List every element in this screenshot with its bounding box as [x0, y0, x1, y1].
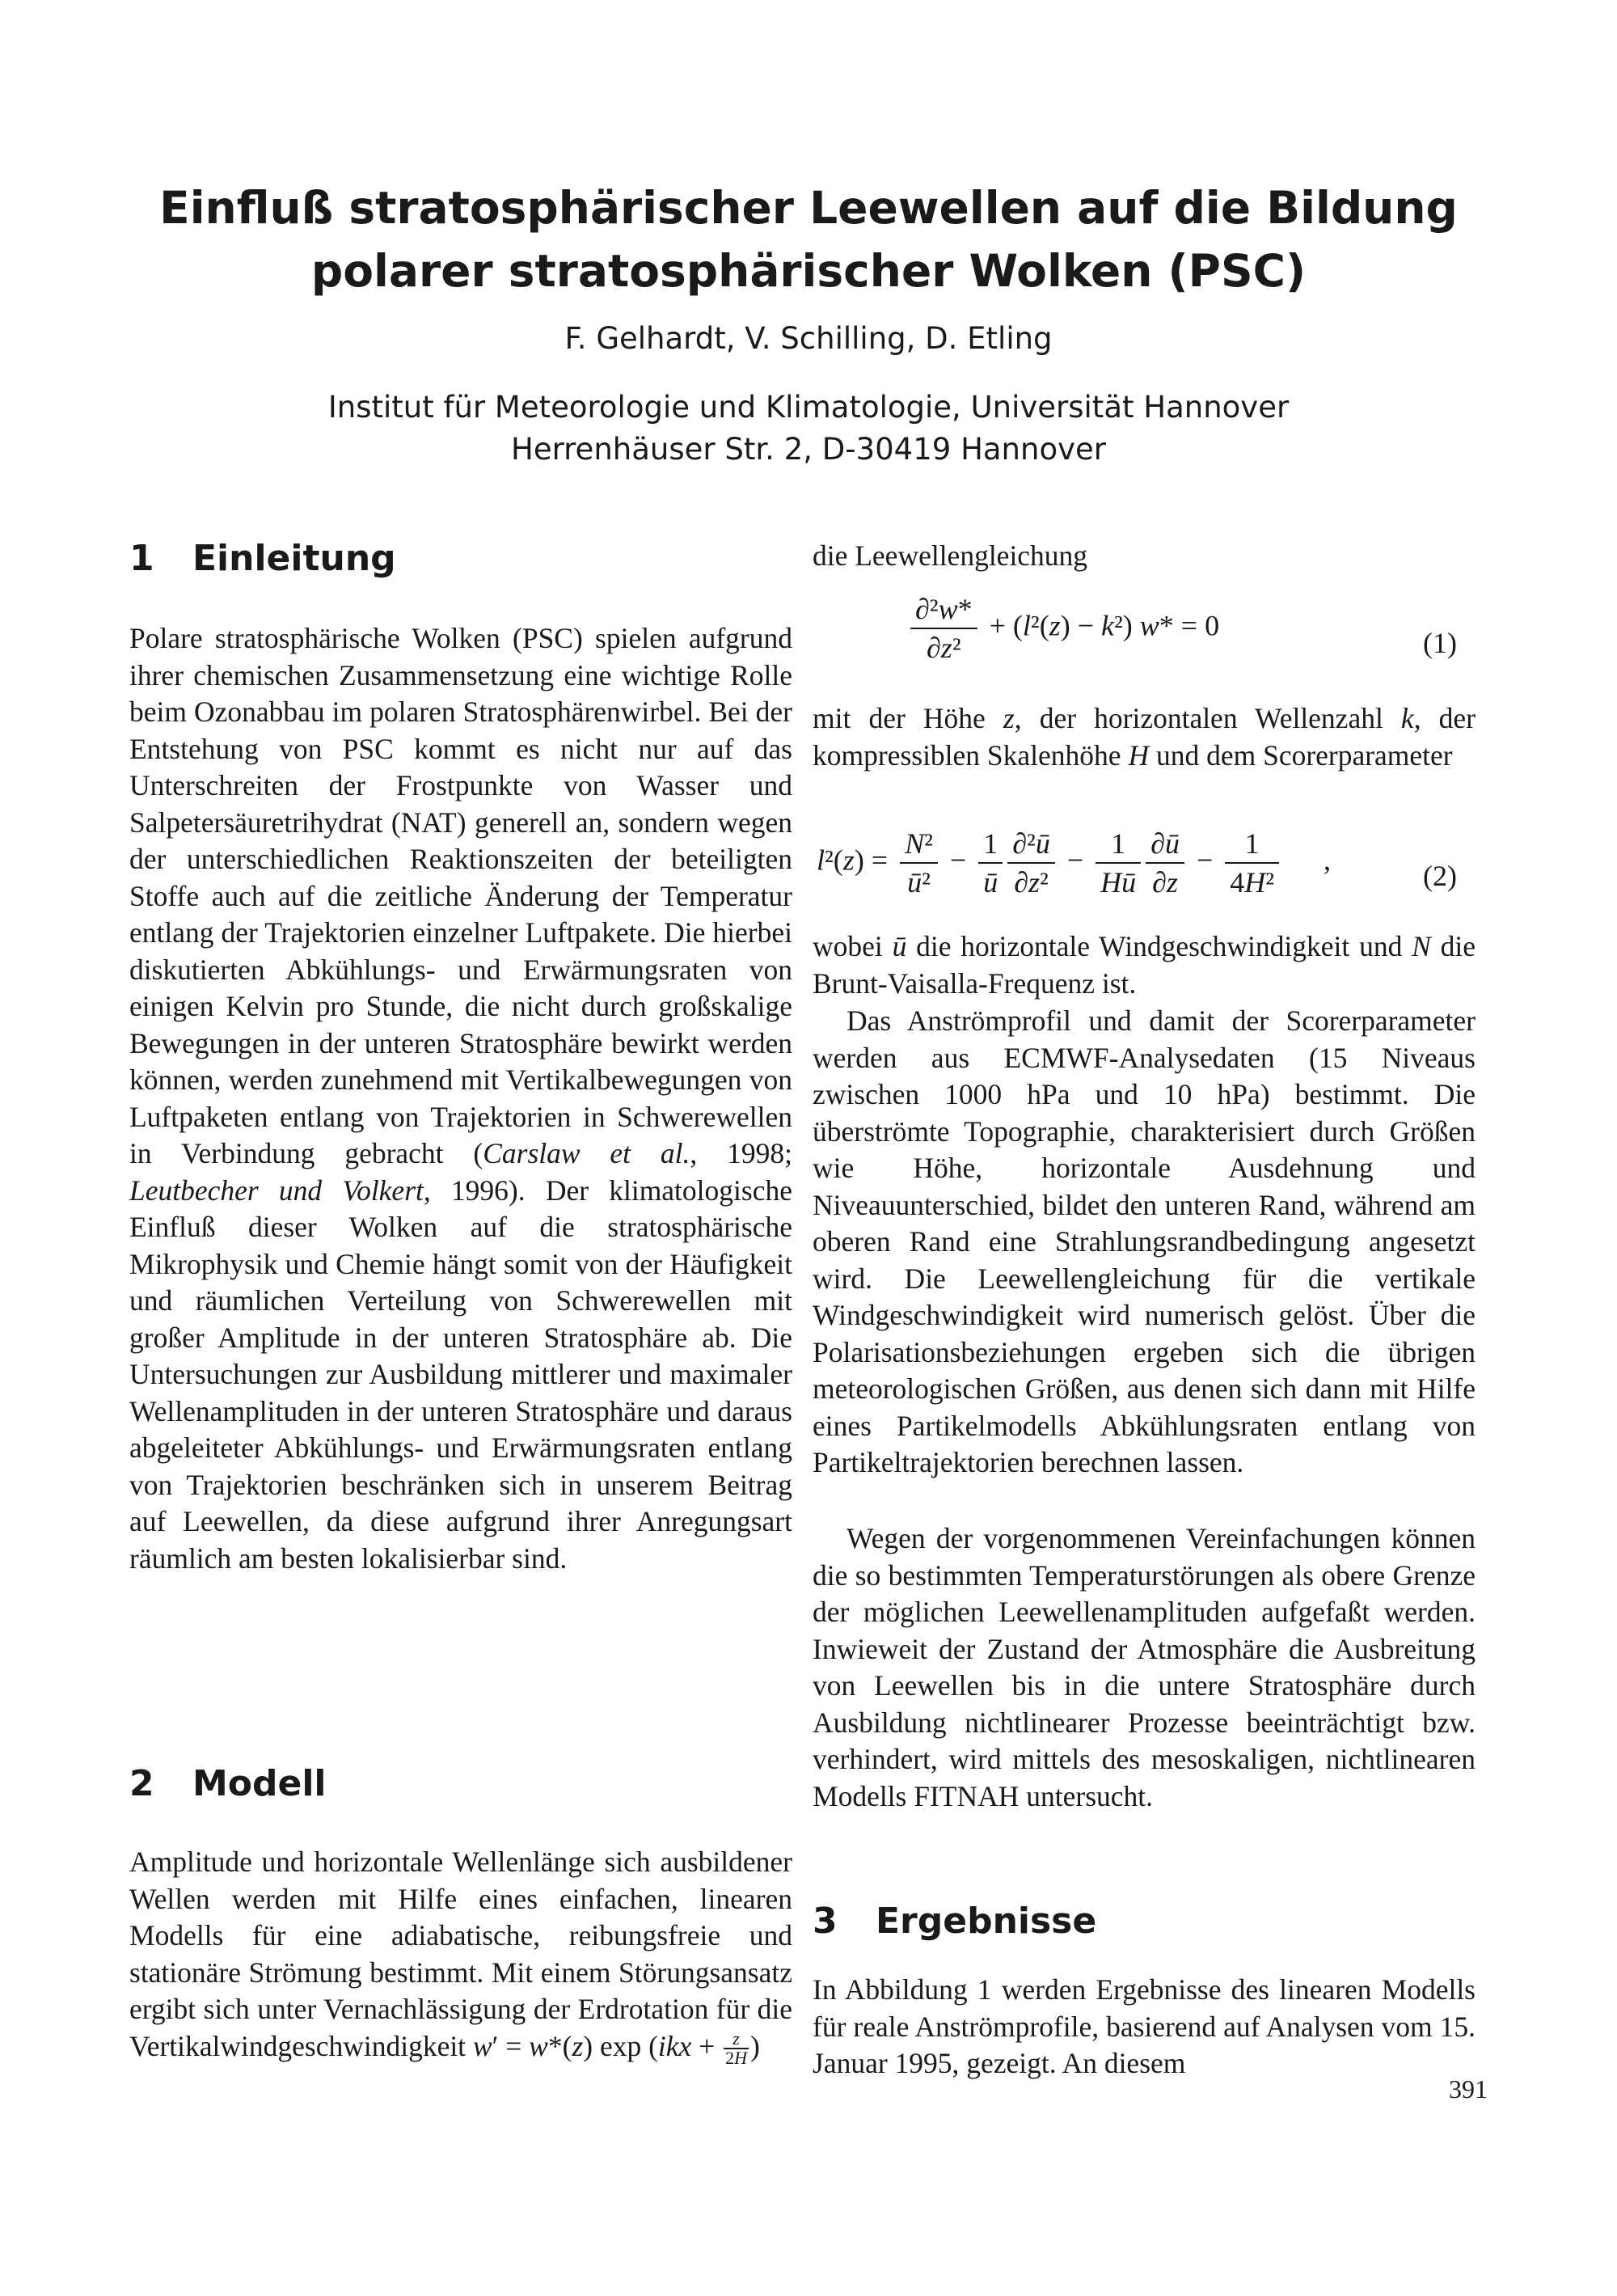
equation-1-number: (1) [1423, 627, 1457, 659]
section-number: 1 [129, 538, 154, 579]
model-text: Amplitude und horizontale Wellenlänge sich ausbildener Wellen werden mit Hilfe eines einfachen, linearen Modells für eine adiabatische, reibungsfreie und stationäre Strömung bestimmt. Mit einem Störungsansatz ergibt sich unter Vernachlässigung der Erdrotation für die Vertikalwindgeschwindigkeit [129, 1846, 792, 2062]
equation-2-number: (2) [1423, 860, 1457, 892]
section-title: Ergebnisse [876, 1901, 1097, 1942]
section-heading-modell [129, 1763, 327, 1804]
text-fragment: die horizontale Windgeschwindigkeit und [906, 930, 1412, 962]
section-heading-ergebnisse [813, 1901, 1096, 1942]
section-title: Modell [192, 1763, 327, 1804]
affiliation-line-1: Institut für Meteorologie und Klimatologie, Universität Hannover [327, 390, 1290, 425]
intro-paragraph [129, 620, 792, 1577]
section-number: 2 [129, 1763, 154, 1804]
section-title: Einleitung [192, 538, 396, 579]
equation-1: $\frac{\text{∂²w*}}{\text{∂z²}}$ + (l²(z) − k²) w* = 0 [906, 590, 1219, 666]
profile-paragraph: Das Anströmprofil und damit der Scorerparameter werden aus ECMWF-Analysedaten (15 Niveaus zwischen 1000 hPa und 10 hPa) bestimmt. Die überströmte Topographie, charakterisiert durch Größen wie Höhe, horizontale Ausdehnung und Niveauunterschied, bildet den unteren Rand, während am oberen Rand eine Strahlungsrandbedingung angesetzt wird. Die Leewellengleichung für die vertikale Windgeschwindigkeit wird numerisch gelöst. Über die Polarisationsbeziehungen ergeben sich die übrigen meteorologischen Größen, aus denen sich dann mit Hilfe eines Partikelmodells Abkühlungsraten entlang von Partikeltrajektorien berechnen lassen. [813, 1004, 1476, 1478]
section-heading-einleitung [129, 538, 396, 579]
leewave-intro: die Leewellengleichung [813, 539, 1088, 572]
page-number: 391 [1449, 2074, 1488, 2104]
perturbation-formula: w′ = w*(z) exp (ikx + $\frac{z}{2H}$ ) [472, 2028, 760, 2069]
text-fragment: , der kompressiblen Skalenhöhe [813, 702, 1476, 772]
text-fragment: und dem Scorerparameter [1149, 738, 1453, 772]
model-paragraph [129, 1844, 792, 2067]
citation-carslaw: Carslaw et al. [483, 1137, 690, 1169]
after-equation-2: wobei ū die horizontale Windgeschwindigkeit und N die Brunt-Vaisalla-Frequenz ist. [813, 930, 1476, 1000]
text-fragment: , der horizontalen Wellenzahl [1014, 702, 1401, 734]
text-fragment: die Brunt-Vaisalla-Frequenz ist. [813, 930, 1476, 1000]
text-fragment: wobei [813, 930, 893, 962]
affiliation-line-2: Herrenhäuser Str. 2, D-30419 Hannover [511, 432, 1106, 467]
after-equation-1: mit der Höhe z, der horizontalen Wellenzahl k, der kompressiblen Skalenhöhe H und dem Scorerparameter [813, 702, 1476, 772]
citation-leutbecher: Leutbecher und Volkert [129, 1173, 424, 1207]
intro-text-rest: , 1996). Der klimatologische Einfluß dieser Wolken auf die stratosphärische Mikrophysik und Chemie hängt somit von der Häufigkeit und räumlichen Verteilung von Schwerewellen mit großer Amplitude in der unteren Stratosphäre ab. Die Untersuchungen zur Ausbildung mittlerer und maximaler Wellenamplituden in der unteren Stratosphäre und daraus abgeleiteter Abkühlungs- und Erwärmungsraten entlang von Trajektorien beschränken sich in unserem Beitrag auf Leewellen, da diese aufgrund ihrer Anregungsart räumlich am besten lokalisierbar sind. [129, 1173, 792, 1575]
affiliation [0, 387, 1617, 471]
results-paragraph: In Abbildung 1 werden Ergebnisse des linearen Modells für reale Anströmprofile, basierend auf Analysen vom 15. Januar 1995, gezeigt. An diesem [813, 1973, 1476, 2079]
title-line-1: Einfluß stratosphärischer Leewellen auf die Bildung [159, 182, 1458, 234]
simplification-paragraph: Wegen der vorgenommenen Vereinfachungen können die so bestimmten Temperaturstörungen als obere Grenze der möglichen Leewellenamplituden aufgefaßt werden. Inwieweit der Zustand der Atmosphäre die Ausbreitung von Leewellen bis in die untere Stratosphäre durch Ausbildung nichtlinearer Prozesse beeinträchtigt bzw. verhindert, wird mittels des mesoskaligen, nichtlinearen Modells FITNAH untersucht. [813, 1522, 1476, 1812]
title-line-2: polarer stratosphärischer Wolken (PSC) [310, 245, 1307, 297]
section-number: 3 [813, 1901, 838, 1942]
authors: F. Gelhardt, V. Schilling, D. Etling [564, 321, 1053, 356]
intro-text: Polare stratosphärische Wolken (PSC) spielen aufgrund ihrer chemischen Zusammensetzung eine wichtige Rolle beim Ozonabbau im polaren Stratosphärenwirbel. Bei der Entstehung von PSC kommt es nicht nur auf das Unterschreiten der Frostpunkte von Wasser und Salpetersäuretrihydrat (NAT) generell an, sondern wegen der unterschiedlichen Reaktionszeiten der beteiligten Stoffe auch auf die zeitliche Änderung der Temperatur entlang der Trajektorien einzelner Luftpakete. Die hierbei diskutierten Abkühlungs- und Erwärmungsraten von einigen Kelvin pro Stunde, die nicht durch großskalige Bewegungen in der unteren Stratosphäre bewirkt werden können, werden zunehmend mit Vertikalbewegungen von Luftpaketen entlang von Trajektorien in Schwerewellen in Verbindung gebracht ( [129, 622, 792, 1169]
paper-title [0, 176, 1617, 302]
equation-2: l²(z) = $\frac{\text{N²}}{\text{ū²}}$ − $\frac{1}{ū}$ $\frac{\text{∂²ū}}{\text{∂z²}}$ − $\frac{1}{Hū}$ $\frac{\partial ū}{\partial z}$ − $\frac{1}{\text{4H²}}$ , [817, 825, 1331, 901]
intro-text-mid: , 1998; [690, 1137, 792, 1169]
text-fragment: mit der Höhe [813, 702, 1003, 734]
